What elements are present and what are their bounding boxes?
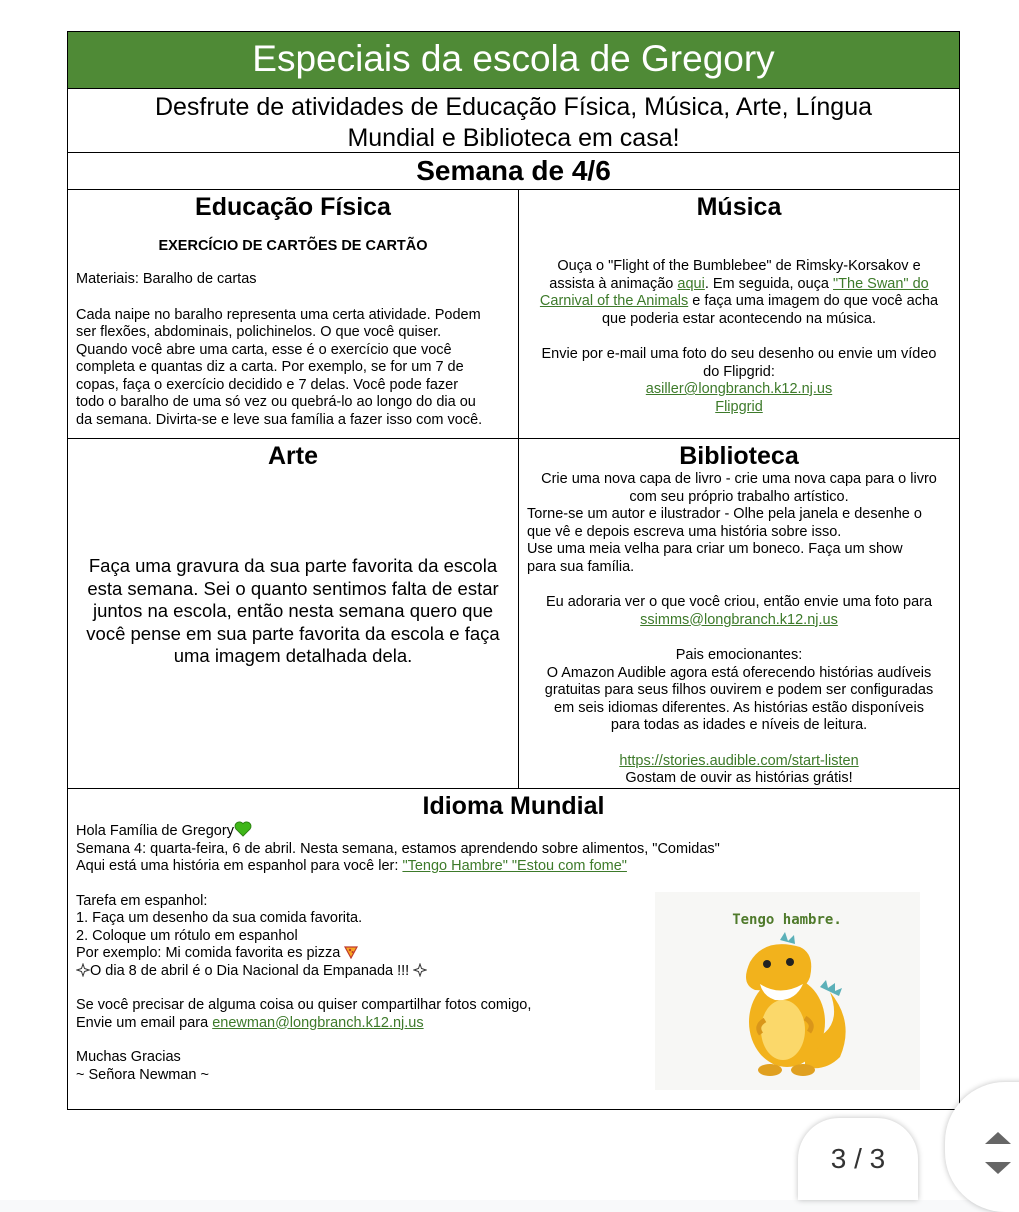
pe-heading: Educação Física: [195, 193, 391, 221]
music-text: . Em seguida, ouça: [704, 275, 833, 292]
world-heading: Idioma Mundial: [422, 792, 605, 820]
library-line: para todas as idades e níveis de leitura.: [610, 717, 868, 733]
library-line: que vê e depois escreva uma história sobre isso.: [527, 523, 842, 540]
library-cell: [519, 439, 959, 788]
art-cell: [68, 439, 519, 788]
story-link[interactable]: "Tengo Hambre" "Estou com fome": [402, 858, 627, 874]
world-signature: ~ Señora Newman ~: [76, 1066, 209, 1083]
library-line: gratuitas para seus filhos ouvirem e podem ser configuradas: [544, 682, 934, 698]
subtitle-line: Desfrute de atividades de Educação Física, Música, Arte, Língua: [154, 93, 873, 121]
greeting-text: Hola Família de Gregory: [76, 823, 234, 839]
art-heading: Arte: [267, 442, 318, 470]
music-line: que poderia estar acontecendo na música.: [601, 310, 877, 327]
world-language-cell: [68, 789, 959, 1109]
art-line: Faça uma gravura da sua parte favorita da escola: [88, 555, 498, 576]
world-line: [76, 821, 951, 841]
library-line: para sua família.: [527, 558, 635, 575]
carnival-link[interactable]: Carnival of the Animals: [539, 293, 689, 309]
library-line: O Amazon Audible agora está oferecendo histórias audíveis: [546, 664, 932, 681]
world-line: Tarefa em espanhol:: [76, 892, 208, 909]
art-line: uma imagem detalhada dela.: [173, 645, 413, 666]
music-text: e faça uma imagem do que você acha: [688, 293, 939, 309]
pe-line: ser flexões, abdominais, polichinelos. O que você quiser.: [76, 324, 442, 340]
pe-line: Quando você abre uma carta, esse é o exercício que você: [76, 341, 452, 358]
music-body: [519, 258, 959, 416]
music-line: Ouça o "Flight of the Bumblebee" de Rimsky-Korsakov e: [557, 258, 921, 274]
library-heading: Biblioteca: [679, 442, 799, 470]
image-caption: Tengo hambre.: [732, 912, 842, 928]
music-line: do Flipgrid:: [703, 363, 775, 380]
world-text: Envie um email para: [76, 1014, 213, 1031]
art-line: juntos na escola, então nesta semana quero que: [92, 600, 494, 621]
library-line: Use uma meia velha para criar um boneco. Faça um show: [527, 541, 903, 557]
art-body: [68, 471, 518, 668]
animation-link[interactable]: aqui: [677, 275, 705, 292]
green-heart-icon: [234, 821, 252, 837]
pe-line: copas, faça o exercício decidido e 7 delas. Você pode fazer: [76, 376, 459, 393]
music-cell: [519, 190, 959, 438]
library-line: Torne-se um autor e ilustrador - Olhe pela janela e desenhe o: [527, 506, 922, 522]
library-line: Gostam de ouvir as histórias grátis!: [625, 770, 853, 786]
dinosaur-illustration: [655, 892, 920, 1090]
library-line: Crie uma nova capa de livro - crie uma nova capa para o livro: [541, 471, 937, 487]
music-line: [519, 293, 959, 311]
world-line: Semana 4: quarta-feira, 6 de abril. Nesta semana, estamos aprendendo sobre alimentos, "Comidas": [76, 840, 720, 857]
world-text: O dia 8 de abril é o Dia Nacional da Empanada !!!: [90, 962, 410, 979]
row-art-library: [68, 439, 959, 789]
music-line: [519, 276, 959, 294]
library-body: [519, 471, 959, 788]
art-line: você pense em sua parte favorita da escola e faça: [86, 622, 500, 644]
library-email-link[interactable]: ssimms@longbranch.k12.nj.us: [640, 611, 838, 628]
pe-instructions: [76, 307, 510, 430]
music-text: assista à animação: [549, 275, 678, 292]
music-heading: Música: [696, 193, 782, 221]
subtitle-line: Mundial e Biblioteca em casa!: [347, 124, 680, 152]
world-line: Muchas Gracias: [76, 1049, 181, 1065]
world-line: Se você precisar de alguma coisa ou quiser compartilhar fotos comigo,: [76, 997, 532, 1013]
world-line: 2. Coloque um rótulo em espanhol: [76, 927, 298, 944]
pe-line: todo o baralho de uma só vez ou quebrá-lo ao longo do dia ou: [76, 394, 476, 410]
row-pe-music: [68, 190, 959, 439]
pe-subheading: EXERCÍCIO DE CARTÕES DE CARTÃO: [158, 238, 428, 254]
flipgrid-link[interactable]: Flipgrid: [715, 398, 763, 415]
page-down-icon[interactable]: [985, 1162, 1011, 1174]
pizza-icon: [344, 945, 358, 959]
sparkles-icon: [76, 963, 90, 977]
page-indicator: 3 / 3: [798, 1118, 918, 1200]
world-text: Por exemplo: Mi comida favorita es pizza: [76, 945, 341, 961]
flyer-table: [67, 31, 960, 1110]
library-line: Pais emocionantes:: [675, 647, 803, 663]
world-line: 1. Faça um desenho da sua comida favorita.: [76, 910, 363, 926]
art-line: esta semana. Sei o quanto sentimos falta de estar: [87, 577, 499, 599]
music-email-link[interactable]: asiller@longbranch.k12.nj.us: [645, 381, 833, 397]
week-heading: Semana de 4/6: [68, 153, 959, 190]
swan-link[interactable]: "The Swan" do: [833, 275, 929, 292]
page-title: Especiais da escola de Gregory: [68, 32, 959, 89]
library-line: em seis idiomas diferentes. As histórias estão disponíveis: [554, 699, 924, 716]
pe-line: da semana. Divirta-se e leve sua família a fazer isso com você.: [76, 411, 483, 428]
page-up-icon[interactable]: [985, 1132, 1011, 1144]
world-email-link[interactable]: enewman@longbranch.k12.nj.us: [212, 1014, 424, 1031]
library-line: com seu próprio trabalho artístico.: [629, 488, 849, 505]
world-text: Aqui está uma história em espanhol para você ler:: [76, 858, 403, 874]
audible-link[interactable]: https://stories.audible.com/start-listen: [619, 752, 859, 769]
pe-cell: [68, 190, 519, 438]
pe-body: [68, 271, 518, 429]
pe-line: Cada naipe no baralho representa uma certa atividade. Podem: [76, 306, 481, 323]
world-line: [76, 858, 951, 876]
library-line: Eu adoraria ver o que você criou, então envie uma foto para: [545, 594, 933, 610]
pe-line: completa e quantas diz a carta. Por exemplo, se for um 7 de: [76, 359, 464, 375]
music-line: Envie por e-mail uma foto do seu desenho ou envie um vídeo: [541, 346, 937, 362]
tengo-hambre-image: [655, 892, 920, 1090]
sparkles-icon: [413, 963, 427, 977]
subtitle: [68, 89, 959, 153]
pe-materials: Materiais: Baralho de cartas: [76, 271, 257, 287]
